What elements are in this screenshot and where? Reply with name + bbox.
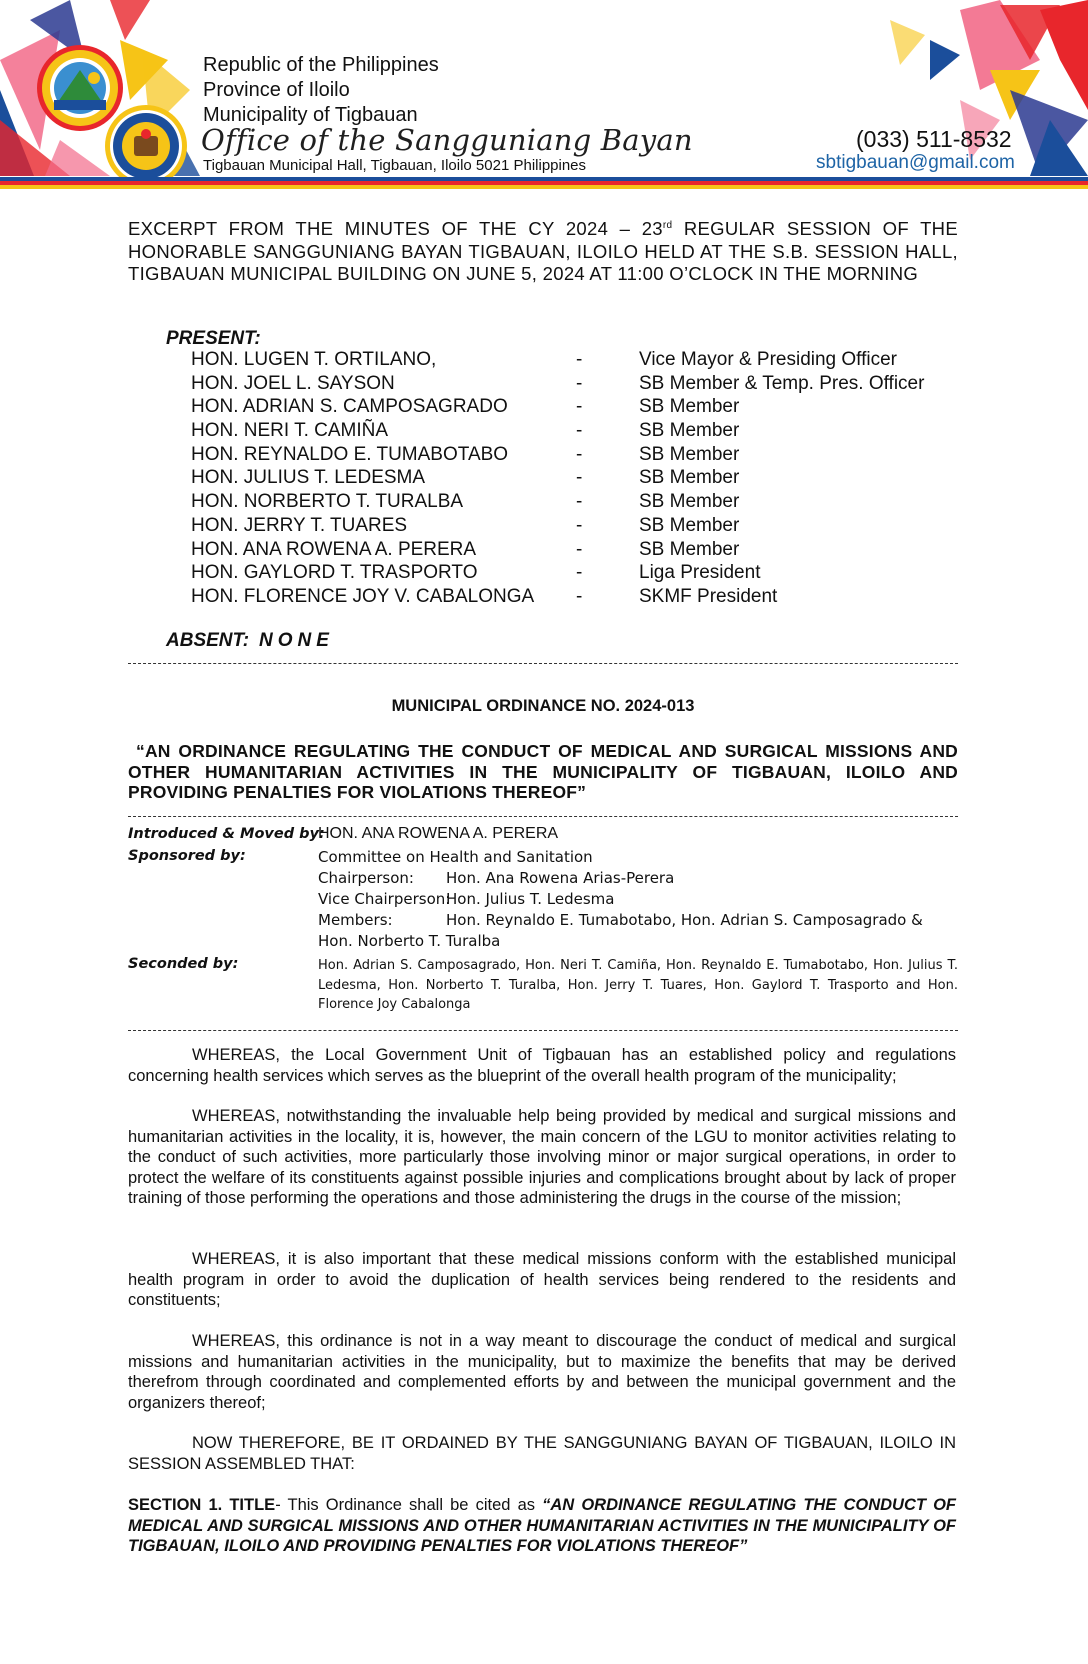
whereas-clause-3: WHEREAS, it is also important that these medical missions conform with the established municipal health program in order to avoid the duplication of health services being rendered to the residents and constituents; xyxy=(128,1250,956,1309)
attendance-row xyxy=(191,491,951,515)
introduced-value: HON. ANA ROWENA A. PERERA xyxy=(318,825,559,842)
member-role: SB Member xyxy=(639,443,740,465)
member-role: SB Member xyxy=(639,420,740,442)
introduced-label: Introduced & Moved by: xyxy=(128,826,325,842)
sponsored-label: Sponsored by: xyxy=(128,848,246,864)
office-title: Office of the Sangguniang Bayan xyxy=(201,123,693,157)
separator-dash: - xyxy=(576,372,583,394)
member-name: HON. LUGEN T. ORTILANO, xyxy=(191,349,437,370)
absent-value: NONE xyxy=(259,630,334,651)
member-role: Liga President xyxy=(639,562,761,584)
attendance-row xyxy=(191,396,951,420)
enacting-clause: NOW THEREFORE, BE IT ORDAINED BY THE SANGGUNIANG BAYAN OF TIGBAUAN, ILOILO IN SESSION ASSEMBLED THAT: xyxy=(128,1434,956,1473)
member-name: HON. JERRY T. TUARES xyxy=(191,514,408,536)
attendance-row xyxy=(191,562,951,586)
member-name: HON. NORBERTO T. TURALBA xyxy=(191,491,464,513)
member-role: SB Member xyxy=(639,467,740,489)
whereas-clause-2: WHEREAS, notwithstanding the invaluable help being provided by medical and surgical missions and humanitarian activities in the locality, it is, however, the main concern of the LGU to monitor activities relating to the conduct of such activities, more particularly those involving minor or major surgical operations, in order to protect the welfare of its constituents against possible injuries and complications brought about by lack of proper training of those performing the operations and those administering the drugs in the course of the mission; xyxy=(128,1107,956,1207)
vice-chairperson-value: Hon. Julius T. Ledesma xyxy=(446,890,615,908)
attendance-row xyxy=(191,444,951,468)
whereas-clause-1: WHEREAS, the Local Government Unit of Tigbauan has an established policy and regulations concerning health services which serves as the blueprint of the overall health program of the municipality; xyxy=(128,1046,956,1085)
attendance-row xyxy=(191,467,951,491)
attendance-row xyxy=(191,586,951,610)
member-role: SB Member xyxy=(639,491,740,513)
section-1-title: SECTION 1. TITLE- This Ordinance shall be cited as “AN ORDINANCE REGULATING THE CONDUCT OF MEDICAL AND SURGICAL MISSIONS AND OTHER HUMANITARIAN ACTIVITIES IN THE MUNICIPALITY OF TIGBAUAN, ILOILO AND PROVIDING PENALTIES FOR VIOLATIONS THEREOF” xyxy=(128,1496,957,1555)
member-name: HON. ADRIAN S. CAMPOSAGRADO xyxy=(191,396,508,418)
separator-dash: - xyxy=(576,443,583,465)
office-address: Tigbauan Municipal Hall, Tigbauan, Iloilo 5021 Philippines xyxy=(203,157,587,174)
member-role: SB Member xyxy=(639,538,740,560)
absent-line: ABSENT: NONE xyxy=(166,630,334,651)
member-name: HON. JULIUS T. LEDESMA xyxy=(191,467,426,489)
divider xyxy=(128,1030,958,1031)
members-value: Hon. Reynaldo E. Tumabotabo, Hon. Adrian S. Camposagrado & xyxy=(446,911,923,929)
member-role: Vice Mayor & Presiding Officer xyxy=(639,349,898,370)
attendance-row xyxy=(191,373,951,397)
office-email: sbtigbauan@gmail.com xyxy=(816,152,1015,173)
member-name: HON. JOEL L. SAYSON xyxy=(191,372,395,394)
chairperson-value: Hon. Ana Rowena Arias-Perera xyxy=(446,869,675,887)
republic-text: Republic of the Philippines xyxy=(203,54,439,76)
seconded-value: Hon. Adrian S. Camposagrado, Hon. Neri T. Camiña, Hon. Reynaldo E. Tumabotabo, Hon. Julius T. Ledesma, Hon. Norberto T. Turalba, Hon. Jerry T. Tuares, Hon. Gaylord T. Trasporto and Hon. Florence Joy Cabalonga xyxy=(318,958,958,1012)
sangguniang-bayan-seal-logo xyxy=(104,104,188,188)
separator-dash: - xyxy=(576,585,583,607)
section-1-heading: SECTION 1. TITLE xyxy=(128,1496,276,1514)
separator-dash: - xyxy=(576,514,583,536)
seconded-label: Seconded by: xyxy=(128,956,239,972)
ordinance-title: “AN ORDINANCE REGULATING THE CONDUCT OF MEDICAL AND SURGICAL MISSIONS AND OTHER HUMANITARIAN ACTIVITIES IN THE MUNICIPALITY OF TIGBAUAN, ILOILO AND PROVIDING PENALTIES FOR VIOLATIONS THEREOF” xyxy=(128,741,958,802)
committee-name: Committee on Health and Sanitation xyxy=(318,848,593,866)
member-name: HON. ANA ROWENA A. PERERA xyxy=(191,538,477,560)
letterhead-stripes xyxy=(0,177,1088,189)
member-role: SKMF President xyxy=(639,585,778,607)
member-name: HON. REYNALDO E. TUMABOTABO xyxy=(191,443,509,465)
attendance-row xyxy=(191,420,951,444)
divider xyxy=(128,816,958,817)
separator-dash: - xyxy=(576,467,583,489)
province-text: Province of Iloilo xyxy=(203,79,350,101)
member-role: SB Member & Temp. Pres. Officer xyxy=(639,372,925,394)
separator-dash: - xyxy=(576,396,583,418)
section-1-citation: “AN ORDINANCE REGULATING THE CONDUCT OF MEDICAL AND SURGICAL MISSIONS AND OTHER HUMANITARIAN ACTIVITIES IN THE MUNICIPALITY OF TIGBAUAN, ILOILO AND PROVIDING PENALTIES FOR VIOLATIONS THEREOF” xyxy=(128,1496,957,1555)
members-label: Members: xyxy=(318,911,393,929)
separator-dash: - xyxy=(576,562,583,584)
separator-dash: - xyxy=(576,538,583,560)
separator-dash: - xyxy=(576,420,583,442)
vice-chairperson-label: Vice Chairperson: xyxy=(318,890,451,908)
chairperson-label: Chairperson: xyxy=(318,869,414,887)
separator-dash: - xyxy=(576,349,583,370)
attendance-row xyxy=(191,349,951,373)
attendance-list xyxy=(191,349,951,610)
office-phone: (033) 511-8532 xyxy=(856,126,1012,152)
separator-dash: - xyxy=(576,491,583,513)
member-name: HON. NERI T. CAMIÑA xyxy=(191,420,389,442)
minutes-excerpt-heading: EXCERPT FROM THE MINUTES OF THE CY 2024 – 23rd REGULAR SESSION OF THE HONORABLE SANGGUNIANG BAYAN TIGBAUAN, ILOILO HELD AT THE S.B. SESSION HALL, TIGBAUAN MUNICIPAL BUILDING ON JUNE 5, 2024 AT 11:00 O’CLOCK IN THE MORNING xyxy=(128,218,958,285)
present-heading: PRESENT: xyxy=(166,328,261,349)
attendance-row xyxy=(191,515,951,539)
members-continued: Hon. Norberto T. Turalba xyxy=(318,932,501,950)
member-role: SB Member xyxy=(639,396,740,418)
whereas-clause-4: WHEREAS, this ordinance is not in a way meant to discourage the conduct of medical and surgical missions and humanitarian activities in the municipality, but to maximize the benefits that may be derived therefrom through coordinated and complemented efforts by and between the municipal government and the organizers thereof; xyxy=(128,1332,956,1412)
member-name: HON. GAYLORD T. TRASPORTO xyxy=(191,562,478,584)
attendance-row xyxy=(191,539,951,563)
divider xyxy=(128,663,958,664)
ordinance-number: MUNICIPAL ORDINANCE NO. 2024-013 xyxy=(391,697,695,715)
member-role: SB Member xyxy=(639,514,740,536)
municipality-text: Municipality of Tigbauan xyxy=(203,104,418,126)
letterhead xyxy=(0,0,1088,200)
member-name: HON. FLORENCE JOY V. CABALONGA xyxy=(191,585,535,607)
